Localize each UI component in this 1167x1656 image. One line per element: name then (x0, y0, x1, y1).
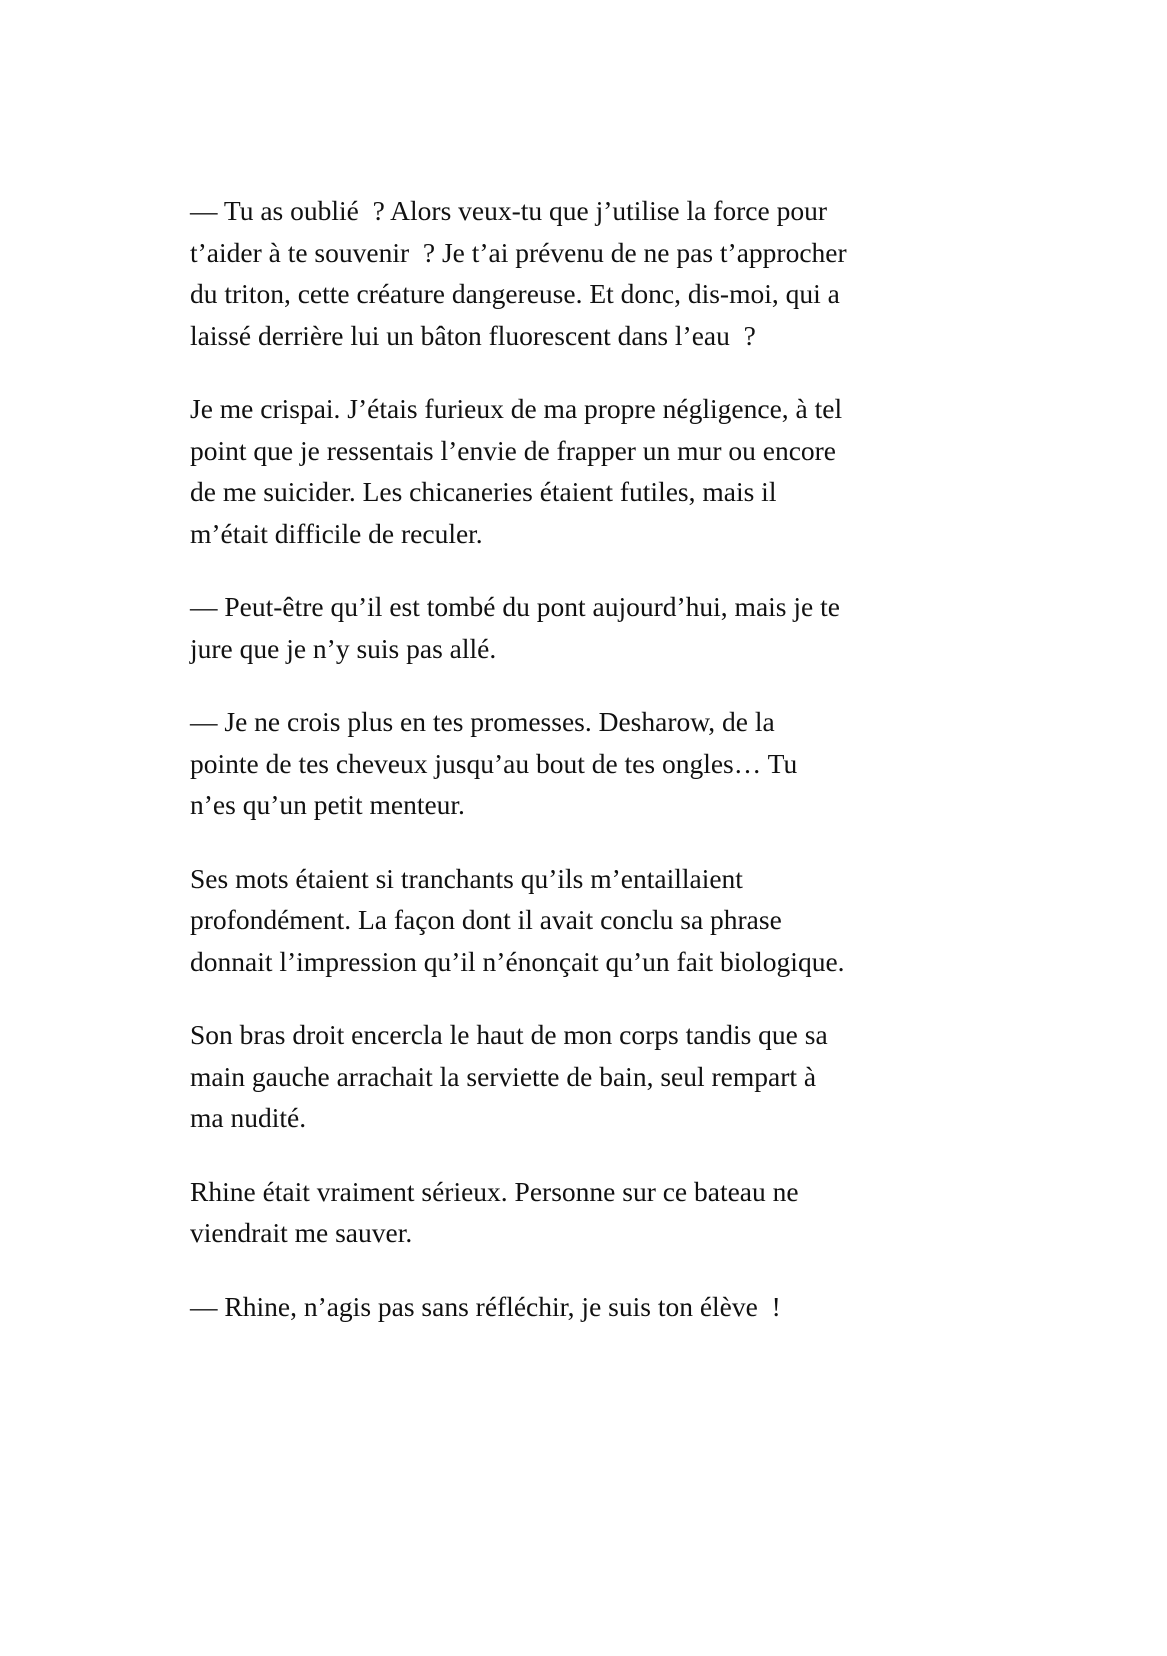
text-line: ma nudité. (190, 1102, 307, 1133)
text-line: donnait l’impression qu’il n’énonçait qu’un fait biologique. (190, 945, 845, 977)
text-line: jure que je n’y suis pas allé. (190, 632, 497, 664)
text-line: — Tu as oublié ? Alors veux-tu que j’utilise la force pour (190, 195, 827, 226)
text-line: Rhine était vraiment sérieux. Personne sur ce bateau ne (190, 1175, 799, 1207)
text-line: pointe de tes cheveux jusqu’au bout de tes ongles… Tu (190, 747, 798, 779)
text-line: main gauche arrachait la serviette de bain, seul rempart à (190, 1060, 817, 1092)
text-line: profondément. La façon dont il avait conclu sa phrase (190, 904, 782, 935)
text-line: — Je ne crois plus en tes promesses. Desharow, de la (190, 706, 775, 737)
paragraph-6 (190, 1014, 950, 1139)
paragraph-1 (190, 190, 950, 356)
paragraph-5 (190, 858, 950, 983)
text-line: laissé derrière lui un bâton fluorescent dans l’eau ? (190, 319, 756, 351)
paragraph-8 (190, 1286, 950, 1328)
text-line: m’était difficile de reculer. (190, 517, 483, 549)
text-line: de me suicider. Les chicaneries étaient futiles, mais il (190, 476, 777, 507)
paragraph-4 (190, 701, 950, 826)
paragraph-3 (190, 586, 950, 669)
text-line: point que je ressentais l’envie de frapper un mur ou encore (190, 434, 837, 466)
text-line: Son bras droit encercla le haut de mon corps tandis que sa (190, 1019, 828, 1050)
text-line: du triton, cette créature dangereuse. Et donc, dis-moi, qui a (190, 278, 840, 309)
text-line: Je me crispai. J’étais furieux de ma propre négligence, à tel (190, 393, 843, 424)
paragraph-2 (190, 388, 950, 554)
text-line: Ses mots étaient si tranchants qu’ils m’entaillaient (190, 862, 743, 894)
body-text (190, 190, 950, 1359)
text-line: — Rhine, n’agis pas sans réfléchir, je suis ton élève ! (190, 1290, 781, 1322)
text-line: viendrait me sauver. (190, 1217, 413, 1248)
text-line: — Peut-être qu’il est tombé du pont aujourd’hui, mais je te (190, 591, 840, 622)
text-line: t’aider à te souvenir ? Je t’ai prévenu de ne pas t’approcher (190, 236, 847, 268)
text-line: n’es qu’un petit menteur. (190, 789, 465, 820)
paragraph-7 (190, 1171, 950, 1254)
